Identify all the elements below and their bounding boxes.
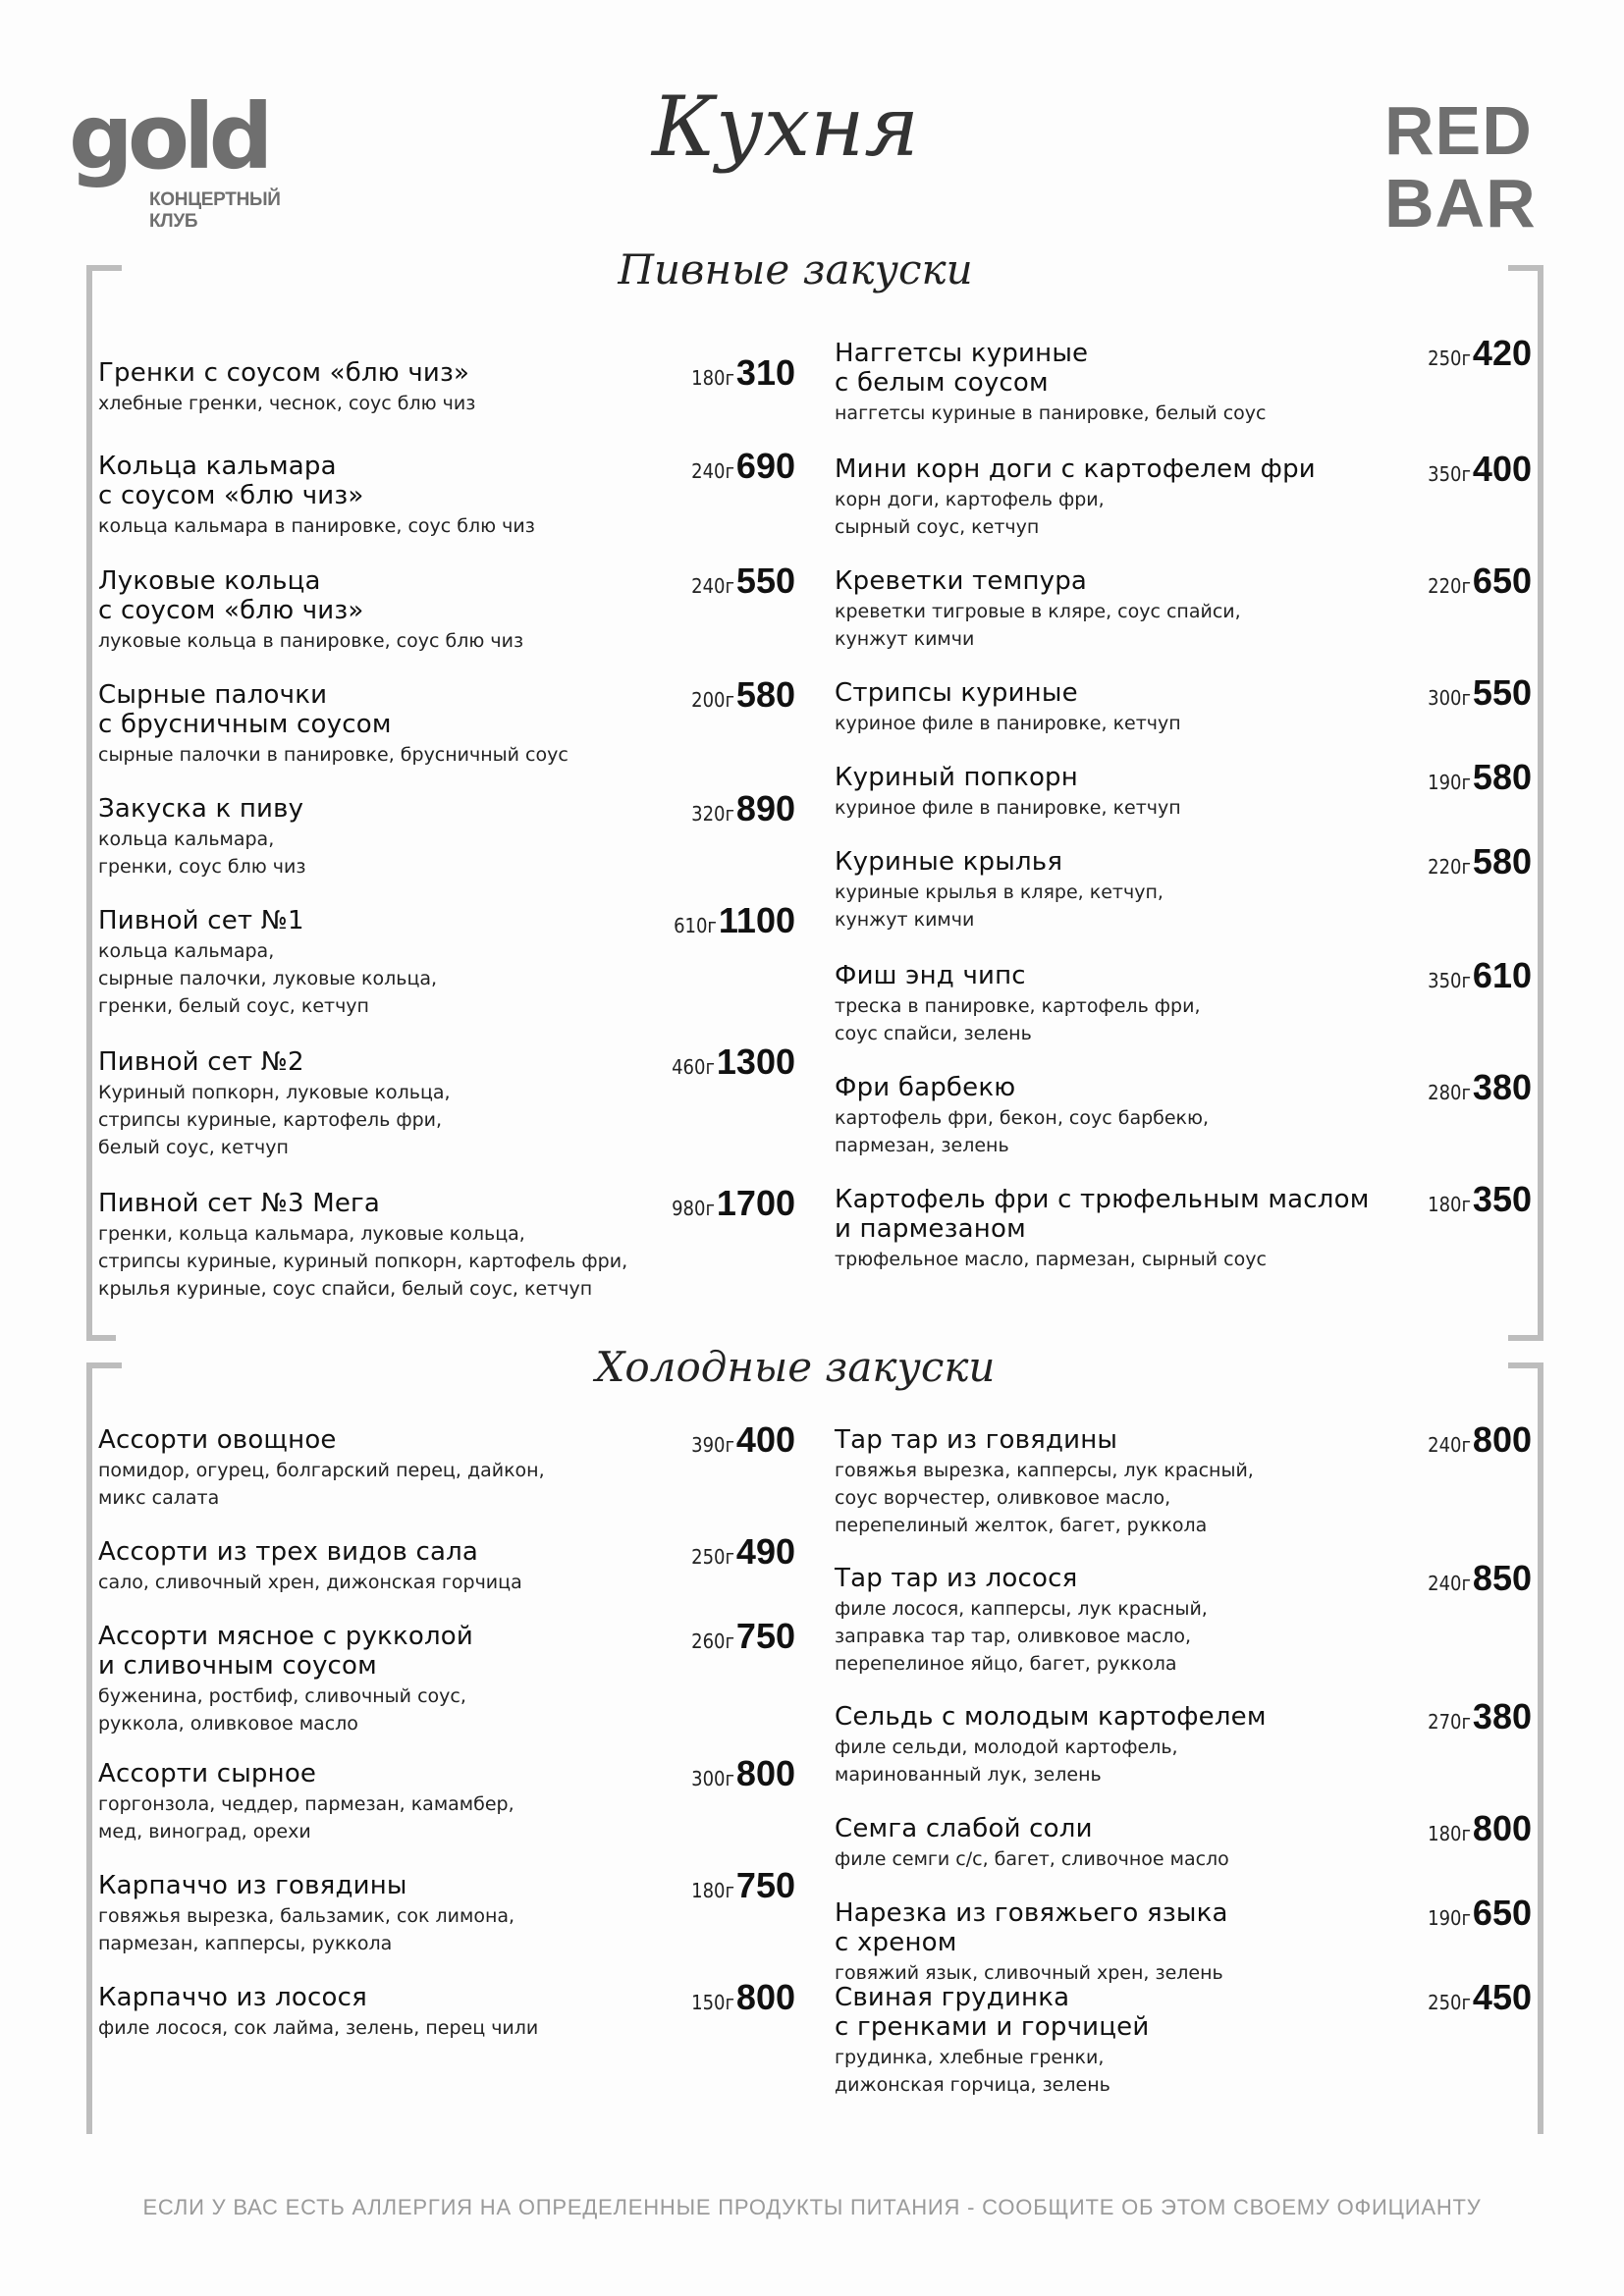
menu-item-price-block xyxy=(1428,841,1532,882)
menu-item-price-block xyxy=(1428,1067,1532,1108)
menu-item-weight: 200г xyxy=(691,688,734,712)
menu-item-description: грудинка, хлебные гренки, дижонская горчица, зелень xyxy=(835,2047,1110,2096)
menu-item-weight: 350г xyxy=(1428,462,1471,486)
menu-item-description: сырные палочки в панировке, брусничный соус xyxy=(98,744,568,766)
menu-item-description: филе лосося, капперсы, лук красный, заправка тар тар, оливковое масло, перепелиное яйцо, багет, руккола xyxy=(835,1598,1208,1675)
menu-item-description: креветки тигровые в кляре, соус спайси, кунжут кимчи xyxy=(835,601,1241,650)
menu-item-name: Пивной сет №3 Мега xyxy=(98,1189,381,1218)
menu-item xyxy=(835,449,1532,541)
menu-item-description: хлебные гренки, чеснок, соус блю чиз xyxy=(98,393,476,414)
menu-item-price-block xyxy=(691,788,795,829)
menu-item-weight: 220г xyxy=(1428,855,1471,879)
menu-item-weight: 390г xyxy=(691,1433,734,1457)
menu-item-name: Сырные палочки с брусничным соусом xyxy=(98,680,392,739)
menu-item-price: 800 xyxy=(1472,1419,1532,1460)
menu-item-name: Семга слабой соли xyxy=(835,1814,1093,1843)
menu-item-price-block xyxy=(1428,449,1532,490)
menu-item-description: говяжья вырезка, капперсы, лук красный, соус ворчестер, оливковое масло, перепелиный желток, багет, руккола xyxy=(835,1460,1254,1536)
menu-item-price: 400 xyxy=(1472,449,1532,489)
cold-snacks-right-column xyxy=(835,1419,1532,2132)
menu-item-description: треска в панировке, картофель фри, соус спайси, зелень xyxy=(835,995,1201,1044)
menu-item-price-block xyxy=(1428,333,1532,374)
menu-item-price-block xyxy=(672,1183,795,1224)
menu-item-price: 310 xyxy=(735,352,795,393)
menu-item xyxy=(98,352,795,417)
section-title-cold-snacks: Холодные закуски xyxy=(595,1343,996,1391)
menu-item-name: Карпаччо из говядины xyxy=(98,1871,407,1900)
menu-item-description: кольца кальмара, гренки, соус блю чиз xyxy=(98,828,306,878)
menu-item-weight: 980г xyxy=(672,1197,715,1220)
frame-bracket-bottom-right xyxy=(1508,1276,1538,1341)
menu-item-price-block xyxy=(691,1616,795,1657)
menu-item xyxy=(98,1616,795,1737)
menu-item-price-block xyxy=(1428,1696,1532,1737)
menu-item-price: 550 xyxy=(735,561,795,601)
menu-item-price-block xyxy=(1428,955,1532,996)
section-title-beer-snacks: Пивные закуски xyxy=(618,245,973,294)
menu-item-weight: 180г xyxy=(691,366,734,390)
menu-item-name: Карпаччо из лосося xyxy=(98,1983,367,2012)
menu-item-name: Ассорти сырное xyxy=(98,1759,317,1789)
menu-item-price-block xyxy=(1428,561,1532,602)
menu-item-price-block xyxy=(691,446,795,487)
menu-item-price: 650 xyxy=(1472,1893,1532,1933)
menu-item-name: Креветки темпура xyxy=(835,566,1088,596)
menu-item-price: 580 xyxy=(735,674,795,715)
menu-item-price: 380 xyxy=(1472,1696,1532,1736)
menu-item-price: 690 xyxy=(735,446,795,486)
menu-item-price-block xyxy=(691,1531,795,1573)
page-title: Кухня xyxy=(651,79,920,175)
menu-item-weight: 180г xyxy=(1428,1193,1471,1216)
menu-item-price: 800 xyxy=(735,1753,795,1793)
menu-item-price: 1300 xyxy=(716,1041,795,1082)
menu-item-description: говяжий язык, сливочный хрен, зелень xyxy=(835,1962,1223,1984)
menu-item xyxy=(835,672,1532,737)
menu-item-weight: 240г xyxy=(1428,1572,1471,1595)
menu-item-description: куриное филе в панировке, кетчуп xyxy=(835,713,1181,734)
menu-item-price-block xyxy=(672,1041,795,1083)
menu-item-price-block xyxy=(691,674,795,716)
menu-item-name: Тар тар из говядины xyxy=(835,1425,1118,1455)
menu-item-price-block xyxy=(691,352,795,394)
menu-item-weight: 250г xyxy=(691,1545,734,1569)
gold-logo-word: gold xyxy=(69,84,268,189)
menu-item-name: Пивной сет №2 xyxy=(98,1047,304,1077)
menu-item-name: Ассорти из трех видов сала xyxy=(98,1537,479,1567)
menu-item-price: 380 xyxy=(1472,1067,1532,1107)
menu-item-description: помидор, огурец, болгарский перец, дайкон, микс салата xyxy=(98,1460,545,1509)
menu-item-price: 610 xyxy=(1472,955,1532,995)
menu-item-price-block xyxy=(691,1865,795,1906)
menu-item-name: Гренки с соусом «блю чиз» xyxy=(98,358,470,388)
menu-item-price-block xyxy=(691,1753,795,1794)
menu-item-weight: 610г xyxy=(674,914,717,937)
menu-item-weight: 250г xyxy=(1428,347,1471,370)
menu-item xyxy=(835,757,1532,822)
menu-item-description: кольца кальмара, сырные палочки, луковые кольца, гренки, белый соус, кетчуп xyxy=(98,940,438,1017)
menu-item-price: 850 xyxy=(1472,1558,1532,1598)
menu-item xyxy=(98,1419,795,1512)
menu-item xyxy=(835,1893,1532,1987)
menu-item-price-block xyxy=(1428,1977,1532,2018)
menu-item-name: Куриный попкорн xyxy=(835,763,1078,792)
menu-item-name: Фиш энд чипс xyxy=(835,961,1026,990)
menu-item-description: горгонзола, чеддер, пармезан, камамбер, мед, виноград, орехи xyxy=(98,1793,514,1842)
menu-item xyxy=(835,1977,1532,2099)
menu-item-price: 490 xyxy=(735,1531,795,1572)
menu-item-weight: 460г xyxy=(672,1055,715,1079)
menu-item xyxy=(98,1865,795,1957)
red-bar-logo-line2: BAR xyxy=(1384,165,1537,241)
menu-item xyxy=(835,1179,1532,1273)
menu-item-name: Пивной сет №1 xyxy=(98,906,304,935)
red-bar-logo-line1: RED xyxy=(1384,92,1533,169)
menu-item-price-block xyxy=(1428,1179,1532,1220)
menu-item-price-block xyxy=(1428,1419,1532,1461)
menu-item-weight: 260г xyxy=(691,1629,734,1653)
menu-item-name: Нарезка из говяжьего языка с хреном xyxy=(835,1898,1228,1957)
menu-item-description: куриные крылья в кляре, кетчуп, кунжут кимчи xyxy=(835,881,1164,931)
menu-item-name: Тар тар из лосося xyxy=(835,1564,1078,1593)
menu-item-weight: 190г xyxy=(1428,1906,1471,1930)
menu-item-price: 1100 xyxy=(718,900,795,940)
menu-item-name: Мини корн доги с картофелем фри xyxy=(835,454,1316,484)
menu-item-description: Куриный попкорн, луковые кольца, стрипсы куриные, картофель фри, белый соус, кетчуп xyxy=(98,1082,451,1158)
menu-item xyxy=(835,561,1532,653)
menu-item-weight: 320г xyxy=(691,802,734,826)
menu-item xyxy=(835,955,1532,1047)
menu-item-name: Свиная грудинка с гренками и горчицей xyxy=(835,1983,1150,2042)
menu-item-price: 400 xyxy=(735,1419,795,1460)
menu-item-weight: 300г xyxy=(1428,686,1471,710)
menu-item-description: луковые кольца в панировке, соус блю чиз xyxy=(98,630,524,652)
menu-item-price-block xyxy=(1428,1558,1532,1599)
menu-item-weight: 240г xyxy=(691,574,734,598)
menu-item-price-block xyxy=(1428,672,1532,714)
menu-item-name: Закуска к пиву xyxy=(98,794,304,824)
beer-snacks-left-column xyxy=(98,352,795,1301)
menu-item-price: 450 xyxy=(1472,1977,1532,2017)
menu-item-price: 750 xyxy=(735,1616,795,1656)
menu-item xyxy=(98,900,795,1020)
menu-item-name: Куриные крылья xyxy=(835,847,1063,877)
menu-item-price: 1700 xyxy=(716,1183,795,1223)
menu-item-price-block xyxy=(691,1977,795,2018)
menu-item-name: Кольца кальмара с соусом «блю чиз» xyxy=(98,452,364,510)
menu-item xyxy=(98,446,795,540)
menu-item-price: 890 xyxy=(735,788,795,828)
red-bar-logo xyxy=(1384,94,1581,240)
menu-item xyxy=(835,841,1532,934)
menu-item-weight: 190г xyxy=(1428,771,1471,794)
menu-item xyxy=(835,333,1532,427)
menu-item-price: 580 xyxy=(1472,841,1532,881)
menu-item-name: Наггетсы куриные с белым соусом xyxy=(835,339,1089,398)
menu-item-name: Ассорти мясное с рукколой и сливочным соусом xyxy=(98,1622,473,1681)
menu-item-price: 800 xyxy=(1472,1808,1532,1848)
menu-item-description: кольца кальмара в панировке, соус блю чиз xyxy=(98,515,535,537)
menu-item-weight: 150г xyxy=(691,1991,734,2014)
menu-item xyxy=(98,1977,795,2042)
menu-item xyxy=(98,1531,795,1596)
gold-club-logo xyxy=(69,84,324,232)
menu-item-description: наггетсы куриные в панировке, белый соус xyxy=(835,402,1267,424)
menu-item-description: говяжья вырезка, бальзамик, сок лимона, пармезан, капперсы, руккола xyxy=(98,1905,515,1954)
menu-item-description: трюфельное масло, пармезан, сырный соус xyxy=(835,1249,1267,1270)
gold-logo-subtitle: КОНЦЕРТНЫЙ КЛУБ xyxy=(149,189,281,232)
menu-item-price: 580 xyxy=(1472,757,1532,797)
menu-item-description: гренки, кольца кальмара, луковые кольца, стрипсы куриные, куриный попкорн, картофель фри, крылья куриные, соус спайси, белый соус, кетчуп xyxy=(98,1223,628,1300)
menu-item xyxy=(98,674,795,769)
menu-item xyxy=(98,561,795,655)
menu-item-weight: 240г xyxy=(1428,1433,1471,1457)
menu-item-description: филе сельди, молодой картофель, маринованный лук, зелень xyxy=(835,1736,1178,1786)
cold-snacks-left-column xyxy=(98,1419,795,2054)
menu-item xyxy=(98,1753,795,1845)
menu-item-name: Фри барбекю xyxy=(835,1073,1016,1102)
menu-item-weight: 240г xyxy=(691,459,734,483)
menu-item-weight: 180г xyxy=(691,1879,734,1902)
allergy-notice: ЕСЛИ У ВАС ЕСТЬ АЛЛЕРГИЯ НА ОПРЕДЕЛЕННЫЕ ПРОДУКТЫ ПИТАНИЯ - СООБЩИТЕ ОБ ЭТОМ СВОЕМУ ОФИЦИАНТУ xyxy=(142,2195,1482,2219)
menu-item-name: Картофель фри с трюфельным маслом и пармезаном xyxy=(835,1185,1370,1244)
menu-item xyxy=(835,1696,1532,1789)
menu-item-description: филе лосося, сок лайма, зелень, перец чили xyxy=(98,2017,539,2039)
menu-item-price-block xyxy=(674,900,795,941)
menu-item-price-block xyxy=(1428,757,1532,798)
menu-item-price: 800 xyxy=(735,1977,795,2017)
menu-item-weight: 270г xyxy=(1428,1710,1471,1734)
menu-item-price: 550 xyxy=(1472,672,1532,713)
menu-item xyxy=(98,788,795,881)
menu-item-description: куриное филе в панировке, кетчуп xyxy=(835,797,1181,819)
menu-item xyxy=(98,1183,795,1303)
menu-item-weight: 350г xyxy=(1428,969,1471,992)
beer-snacks-right-column xyxy=(835,333,1532,1281)
menu-item-price: 750 xyxy=(735,1865,795,1905)
menu-item-name: Ассорти овощное xyxy=(98,1425,337,1455)
menu-item xyxy=(835,1419,1532,1539)
menu-item-description: сало, сливочный хрен, дижонская горчица xyxy=(98,1572,522,1593)
menu-item-weight: 250г xyxy=(1428,1991,1471,2014)
menu-item-description: филе семги с/с, багет, сливочное масло xyxy=(835,1848,1229,1870)
menu-item-description: буженина, ростбиф, сливочный соус, руккола, оливковое масло xyxy=(98,1685,466,1735)
menu-item-price-block xyxy=(1428,1808,1532,1849)
menu-item xyxy=(98,1041,795,1161)
menu-item-price-block xyxy=(691,1419,795,1461)
menu-item-description: картофель фри, бекон, соус барбекю, пармезан, зелень xyxy=(835,1107,1210,1156)
menu-item xyxy=(835,1808,1532,1873)
menu-item-weight: 180г xyxy=(1428,1822,1471,1845)
menu-item-price-block xyxy=(1428,1893,1532,1934)
menu-item xyxy=(835,1558,1532,1678)
menu-item-price: 650 xyxy=(1472,561,1532,601)
menu-item-price-block xyxy=(691,561,795,602)
menu-item xyxy=(835,1067,1532,1159)
menu-item-description: корн доги, картофель фри, сырный соус, кетчуп xyxy=(835,489,1105,538)
menu-item-weight: 220г xyxy=(1428,574,1471,598)
menu-item-price: 420 xyxy=(1472,333,1532,373)
menu-item-name: Луковые кольца с соусом «блю чиз» xyxy=(98,566,364,625)
menu-item-name: Стрипсы куриные xyxy=(835,678,1078,708)
menu-item-price: 350 xyxy=(1472,1179,1532,1219)
menu-item-weight: 280г xyxy=(1428,1081,1471,1104)
menu-item-weight: 300г xyxy=(691,1767,734,1790)
menu-item-name: Сельдь с молодым картофелем xyxy=(835,1702,1267,1732)
